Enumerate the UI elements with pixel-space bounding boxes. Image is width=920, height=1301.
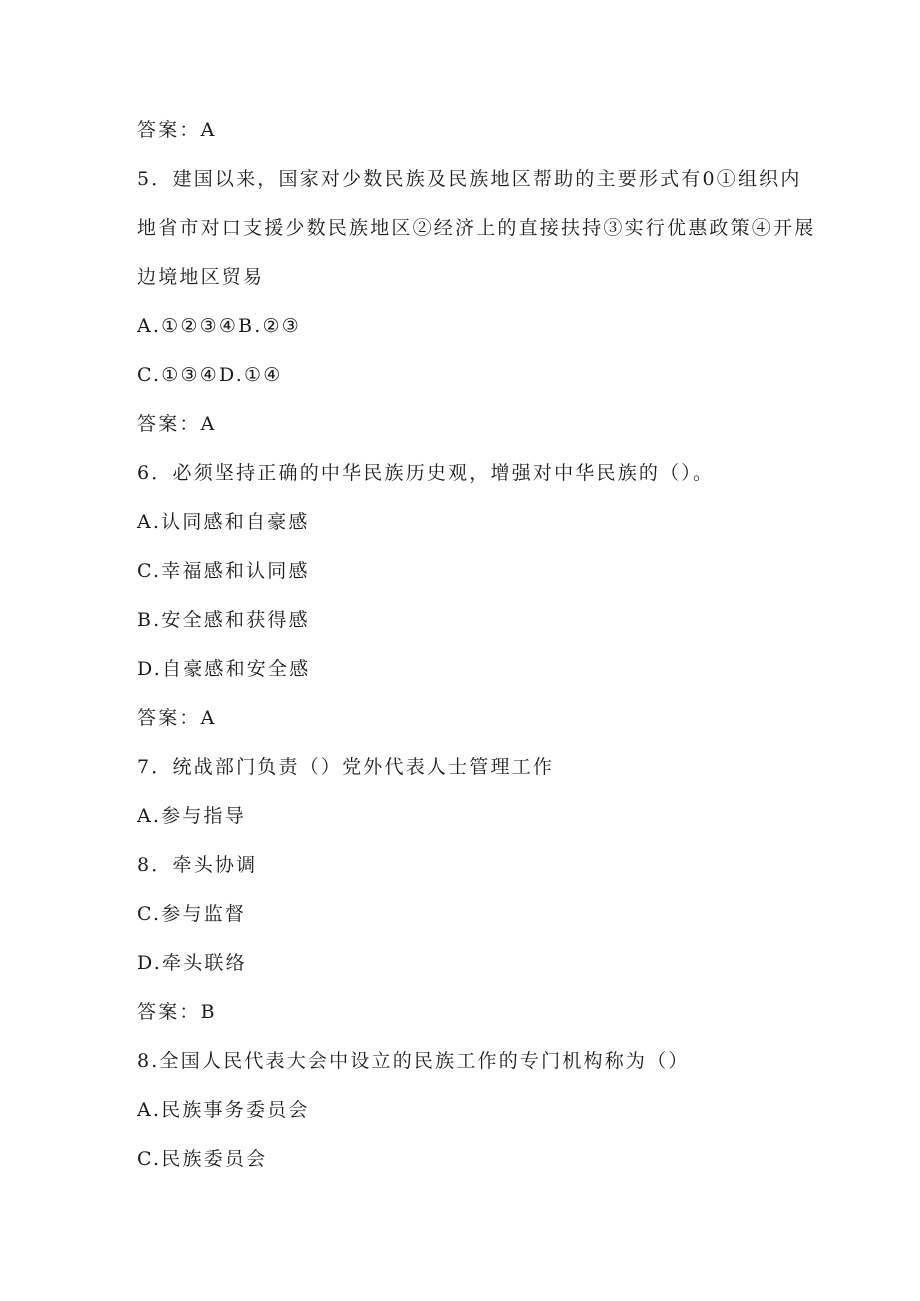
question-6: 6．必须坚持正确的中华民族历史观，增强对中华民族的（）。 <box>137 462 715 484</box>
question-7-option-d: D.牵头联络 <box>137 952 247 974</box>
question-6-option-b: B.安全感和获得感 <box>137 609 310 631</box>
question-8-option-a: A.民族事务委员会 <box>137 1099 310 1121</box>
question-6-option-d: D.自豪感和安全感 <box>137 658 311 680</box>
question-7-option-c: C.参与监督 <box>137 903 247 925</box>
question-6-option-a: A.认同感和自豪感 <box>137 511 310 533</box>
question-7-option-b: 8．牵头协调 <box>137 854 258 876</box>
question-5-options-ab: A.①②③④B.②③ <box>137 315 301 337</box>
answer-q4: 答案：A <box>137 119 217 141</box>
question-8-option-c: C.民族委员会 <box>137 1148 268 1170</box>
question-6-option-c: C.幸福感和认同感 <box>137 560 310 582</box>
question-5-line-2: 地省市对口支援少数民族地区②经济上的直接扶持③实行优惠政策④开展 <box>137 217 816 239</box>
question-7-option-a: A.参与指导 <box>137 805 246 827</box>
answer-q7: 答案：B <box>137 1001 217 1023</box>
answer-q5: 答案：A <box>137 413 217 435</box>
question-5-line-3: 边境地区贸易 <box>137 266 265 288</box>
question-5-options-cd: C.①③④D.①④ <box>137 364 283 386</box>
answer-q6: 答案：A <box>137 707 217 729</box>
question-8: 8.全国人民代表大会中设立的民族工作的专门机构称为（） <box>137 1050 690 1072</box>
question-7: 7．统战部门负责（）党外代表人士管理工作 <box>137 756 555 778</box>
question-5-line-1: 5．建国以来，国家对少数民族及民族地区帮助的主要形式有0①组织内 <box>137 168 802 190</box>
